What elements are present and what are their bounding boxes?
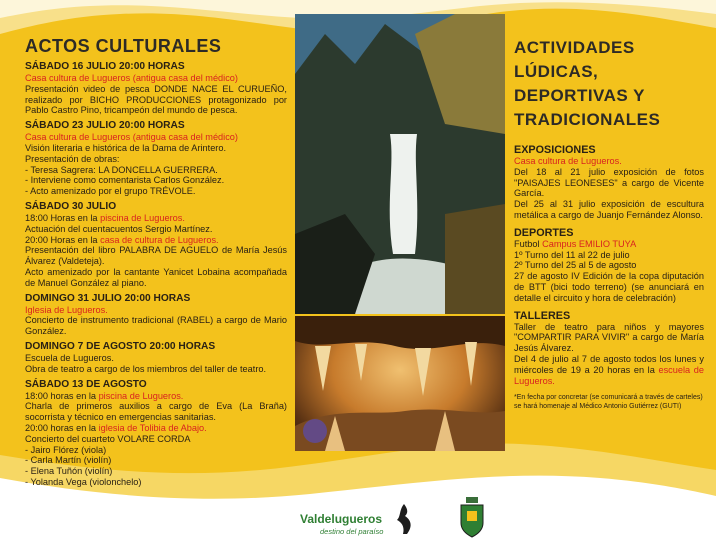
event-line bbox=[25, 423, 287, 434]
event-heading: SÁBADO 16 JULIO 20:00 HORAS bbox=[25, 61, 185, 72]
section-deportes bbox=[514, 227, 704, 304]
event-line: - Elena Tuñón (violín) bbox=[25, 466, 113, 477]
event-block bbox=[25, 379, 287, 488]
event-line: Escuela de Lugueros. bbox=[25, 352, 114, 363]
event-line-text: 18:00 horas en la bbox=[25, 390, 99, 401]
event-heading: SÁBADO 23 JULIO 20:00 HORAS bbox=[25, 120, 185, 132]
event-block bbox=[25, 120, 287, 197]
section-line: Taller de teatro para niños y mayores "COMPARTIR PARA VIVIR" a cargo de María Jesús Álvarez. bbox=[514, 321, 704, 354]
waterfall-illustration bbox=[295, 14, 505, 314]
coat-of-arms-icon bbox=[458, 495, 486, 539]
event-place: casa de cultura de Lugueros. bbox=[100, 234, 219, 245]
section-heading: TALLERES bbox=[514, 309, 571, 322]
right-title-line: DEPORTIVAS Y bbox=[514, 86, 646, 105]
event-block bbox=[25, 293, 287, 337]
right-title-line: LÚDICAS, bbox=[514, 62, 599, 81]
right-title bbox=[514, 36, 704, 132]
event-line: - Yolanda Vega (violonchelo) bbox=[25, 476, 142, 487]
section-line-text: Futbol bbox=[514, 238, 543, 249]
event-line: Iglesia de Lugueros. bbox=[25, 304, 108, 315]
section-exposiciones bbox=[514, 144, 704, 221]
event-line: Concierto del cuarteto VOLARE CORDA bbox=[25, 433, 191, 444]
cave-photo bbox=[295, 316, 505, 451]
event-line-text: 20:00 Horas en la bbox=[25, 234, 101, 245]
activities-column bbox=[514, 36, 704, 411]
event-line: - Acto amenizado por el grupo TRÉVOLE. bbox=[25, 186, 196, 197]
event-line-text: 18:00 Horas en la bbox=[25, 212, 101, 223]
event-line bbox=[25, 391, 287, 402]
event-line-text: 20:00 horas en la bbox=[25, 422, 99, 433]
event-heading: DOMINGO 31 JULIO 20:00 HORAS bbox=[25, 292, 191, 304]
footnote: *En fecha por concretar (se comunicará a través de carteles) se hará homenaje al Médico Antonio Gutiérrez (GUTI) bbox=[514, 394, 703, 410]
event-heading: SÁBADO 30 JULIO bbox=[25, 200, 117, 212]
cave-illustration bbox=[295, 316, 505, 451]
event-place: piscina de Lugueros. bbox=[98, 390, 184, 401]
left-title: ACTOS CULTURALES bbox=[25, 36, 222, 56]
cultural-events-column bbox=[25, 36, 287, 488]
section-line-text: Del 4 de julio al 7 de agosto todos los lunes y miércoles de 19 a 20 horas en la bbox=[514, 353, 704, 375]
event-line bbox=[25, 213, 287, 224]
section-talleres bbox=[514, 310, 704, 387]
event-line: - Jairo Flórez (viola) bbox=[25, 444, 107, 455]
right-title-line: TRADICIONALES bbox=[514, 110, 661, 129]
event-line: - Interviene como comentarista Carlos González. bbox=[25, 175, 225, 186]
section-heading: DEPORTES bbox=[514, 226, 574, 239]
event-block bbox=[25, 61, 287, 116]
section-line: 2º Turno del 25 al 5 de agosto bbox=[514, 260, 637, 271]
event-heading: DOMINGO 7 DE AGOSTO 20:00 HORAS bbox=[25, 340, 216, 352]
section-place: Campus EMILIO TUYA bbox=[542, 238, 637, 249]
event-line: Presentación de obras: bbox=[25, 153, 120, 164]
section-line: Casa cultura de Lugueros. bbox=[514, 156, 622, 166]
event-line: Charla de primeros auxilios a cargo de Eva (La Braña) socorrista y técnico en emergencias sanitarias. bbox=[25, 401, 287, 423]
event-block bbox=[25, 201, 287, 289]
logo-slogan: destino del paraíso bbox=[320, 527, 384, 536]
section-place: escuela de Lugueros. bbox=[514, 364, 704, 386]
section-line: Del 25 al 31 julio exposición de escultura metálica a cargo de Juanjo Fernández Alonso. bbox=[514, 199, 704, 220]
event-line: Obra de teatro a cargo de los miembros del taller de teatro. bbox=[25, 363, 267, 374]
section-line: 1º Turno del 11 al 22 de julio bbox=[514, 249, 630, 260]
event-line: Casa cultura de Lugueros (antigua casa del médico) bbox=[25, 73, 238, 83]
event-line: Casa cultura de Lugueros (antigua casa del médico) bbox=[25, 132, 238, 143]
event-line: Presentación video de pesca DONDE NACE EL CURUEÑO, realizado por BICHO PRODUCCIONES protagonizado por Pablo Castro Pino, tricampeón del mundo de pesca. bbox=[25, 83, 287, 116]
event-line: Acto amenizado por la cantante Yanicet Lobaina acompañada de Manuel González al piano. bbox=[25, 266, 287, 288]
event-line: Actuación del cuentacuentos Sergio Martínez. bbox=[25, 223, 213, 234]
section-line bbox=[514, 354, 704, 386]
event-line: - Carla Martín (violín) bbox=[25, 455, 112, 466]
event-line bbox=[25, 235, 287, 246]
event-place: piscina de Lugueros. bbox=[100, 212, 185, 223]
event-line: Visión literaria e histórica de la Dama de Arintero. bbox=[25, 142, 227, 153]
event-line: Concierto de instrumento tradicional (RABEL) a cargo de Mario González. bbox=[25, 315, 287, 337]
dancer-icon bbox=[393, 502, 415, 536]
event-block bbox=[25, 341, 287, 375]
section-heading: EXPOSICIONES bbox=[514, 144, 596, 156]
event-heading: SÁBADO 13 DE AGOSTO bbox=[25, 378, 147, 390]
valdelugueros-logo: Valdelugueros bbox=[300, 512, 383, 526]
section-line bbox=[514, 239, 704, 250]
waterfall-photo bbox=[295, 14, 505, 314]
event-line: - Teresa Sagrera: LA DONCELLA GUERRERA. bbox=[25, 164, 218, 175]
section-line: 27 de agosto IV Edición de la copa diputación de BTT (bici todo terreno) (se anunciará en detalle el circuito y hora de celebración) bbox=[514, 271, 704, 303]
event-place: iglesia de Tolibia de Abajo. bbox=[98, 422, 207, 433]
right-title-line: ACTIVIDADES bbox=[514, 38, 635, 57]
section-line: Del 18 al 21 julio exposición de fotos "PAISAJES LEONESES" a cargo de Vicente García. bbox=[514, 166, 704, 199]
event-line: Presentación del libro PALABRA DE AGUELO de María Jesús Álvarez (Valdeteja). bbox=[25, 245, 287, 267]
